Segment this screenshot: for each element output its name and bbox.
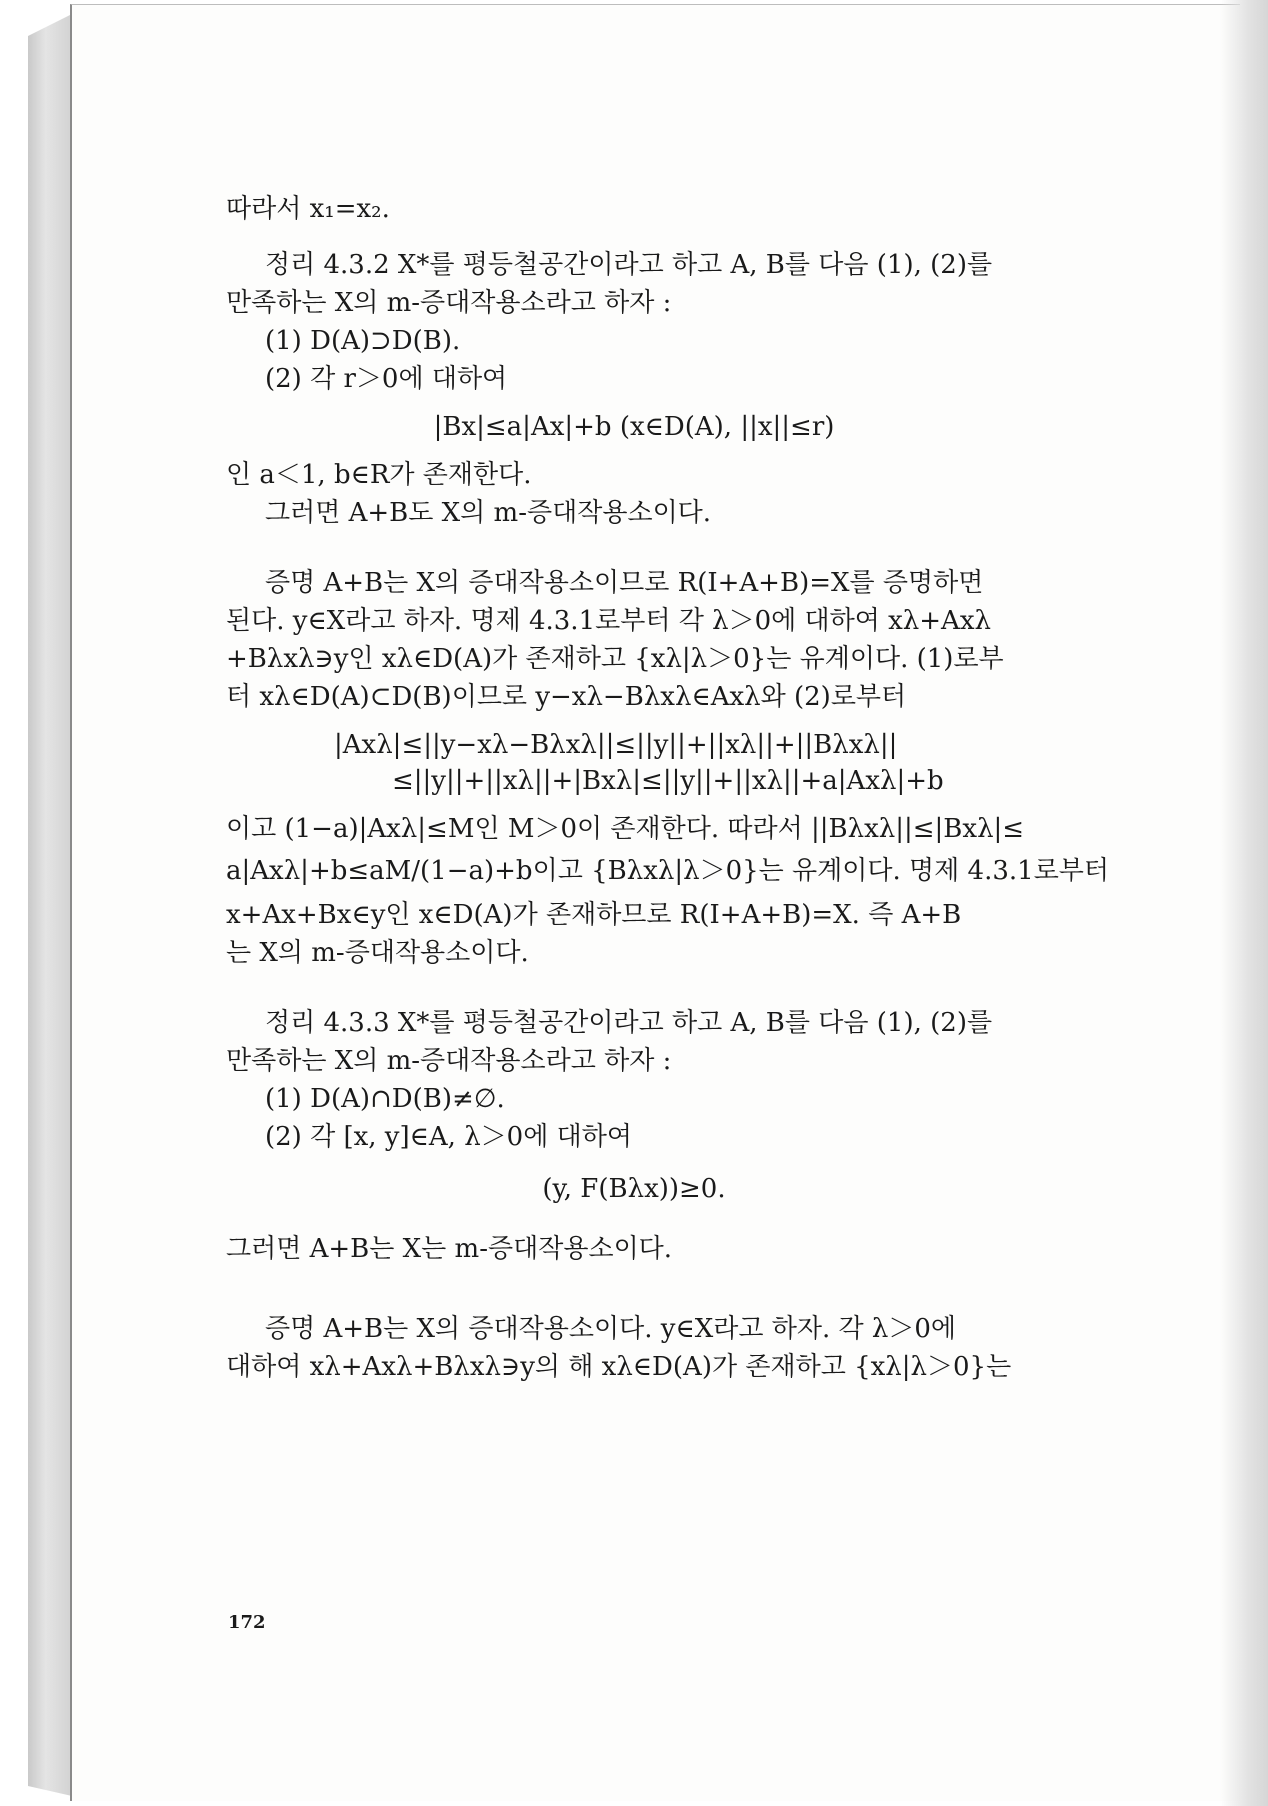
book-spine-edge: [28, 14, 72, 1796]
text-line: 만족하는 X의 m-증대작용소라고 하자 :: [226, 288, 672, 318]
text-line: 그러면 A+B도 X의 m-증대작용소이다.: [265, 498, 712, 528]
theorem-heading-line: 정리 4.3.3 X*를 평등철공간이라고 하고 A, B를 다음 (1), (2)를: [265, 1008, 993, 1038]
text-line: 만족하는 X의 m-증대작용소라고 하자 :: [226, 1046, 672, 1076]
text-line: 인 a＜1, b∈R가 존재한다.: [226, 460, 532, 490]
text-line: (1) D(A)∩D(B)≠∅.: [265, 1084, 505, 1114]
theorem-heading-line: 정리 4.3.2 X*를 평등철공간이라고 하고 A, B를 다음 (1), (2)를: [265, 250, 993, 280]
text-line: 따라서 x₁=x₂.: [226, 194, 390, 224]
text-line: (2) 각 [x, y]∈A, λ＞0에 대하여: [265, 1122, 632, 1152]
text-line: (2) 각 r＞0에 대하여: [265, 364, 508, 394]
text-line: 는 X의 m-증대작용소이다.: [226, 938, 529, 968]
proof-heading-line: 증명 A+B는 X의 증대작용소이므로 R(I+A+B)=X를 증명하면: [265, 568, 984, 598]
page-number: 172: [228, 1612, 266, 1633]
math-equation: |Axλ|≤||y−xλ−Bλxλ||≤||y||+||xλ||+||Bλxλ||: [334, 730, 898, 760]
math-equation: |Bx|≤a|Ax|+b (x∈D(A), ||x||≤r): [433, 412, 835, 442]
page-shadow: [1220, 0, 1268, 1806]
math-equation: ≤||y||+||xλ||+|Bxλ|≤||y||+||xλ||+a|Axλ|+b: [392, 766, 944, 796]
text-line: a|Axλ|+b≤aM/(1−a)+b이고 {Bλxλ|λ＞0}는 유계이다. 명제 4.3.1로부터: [226, 856, 1110, 886]
text-line: 된다. y∈X라고 하자. 명제 4.3.1로부터 각 λ＞0에 대하여 xλ+Axλ: [226, 606, 991, 636]
math-equation: (y, F(Bλx))≥0.: [542, 1174, 726, 1204]
text-line: +Bλxλ∋y인 xλ∈D(A)가 존재하고 {xλ|λ＞0}는 유계이다. (1)로부: [226, 644, 1004, 674]
proof-heading-line: 증명 A+B는 X의 증대작용소이다. y∈X라고 하자. 각 λ＞0에: [265, 1314, 956, 1344]
text-line: 그러면 A+B는 X는 m-증대작용소이다.: [226, 1234, 673, 1264]
text-line: 이고 (1−a)|Axλ|≤M인 M＞0이 존재한다. 따라서 ||Bλxλ||≤|Bxλ|≤: [226, 814, 1025, 844]
text-line: 대하여 xλ+Axλ+Bλxλ∋y의 해 xλ∈D(A)가 존재하고 {xλ|λ＞0}는: [226, 1352, 1012, 1382]
text-line: 터 xλ∈D(A)⊂D(B)이므로 y−xλ−Bλxλ∈Axλ와 (2)로부터: [226, 682, 907, 712]
text-line: (1) D(A)⊃D(B).: [265, 326, 461, 356]
text-line: x+Ax+Bx∈y인 x∈D(A)가 존재하므로 R(I+A+B)=X. 즉 A+B: [226, 900, 962, 930]
